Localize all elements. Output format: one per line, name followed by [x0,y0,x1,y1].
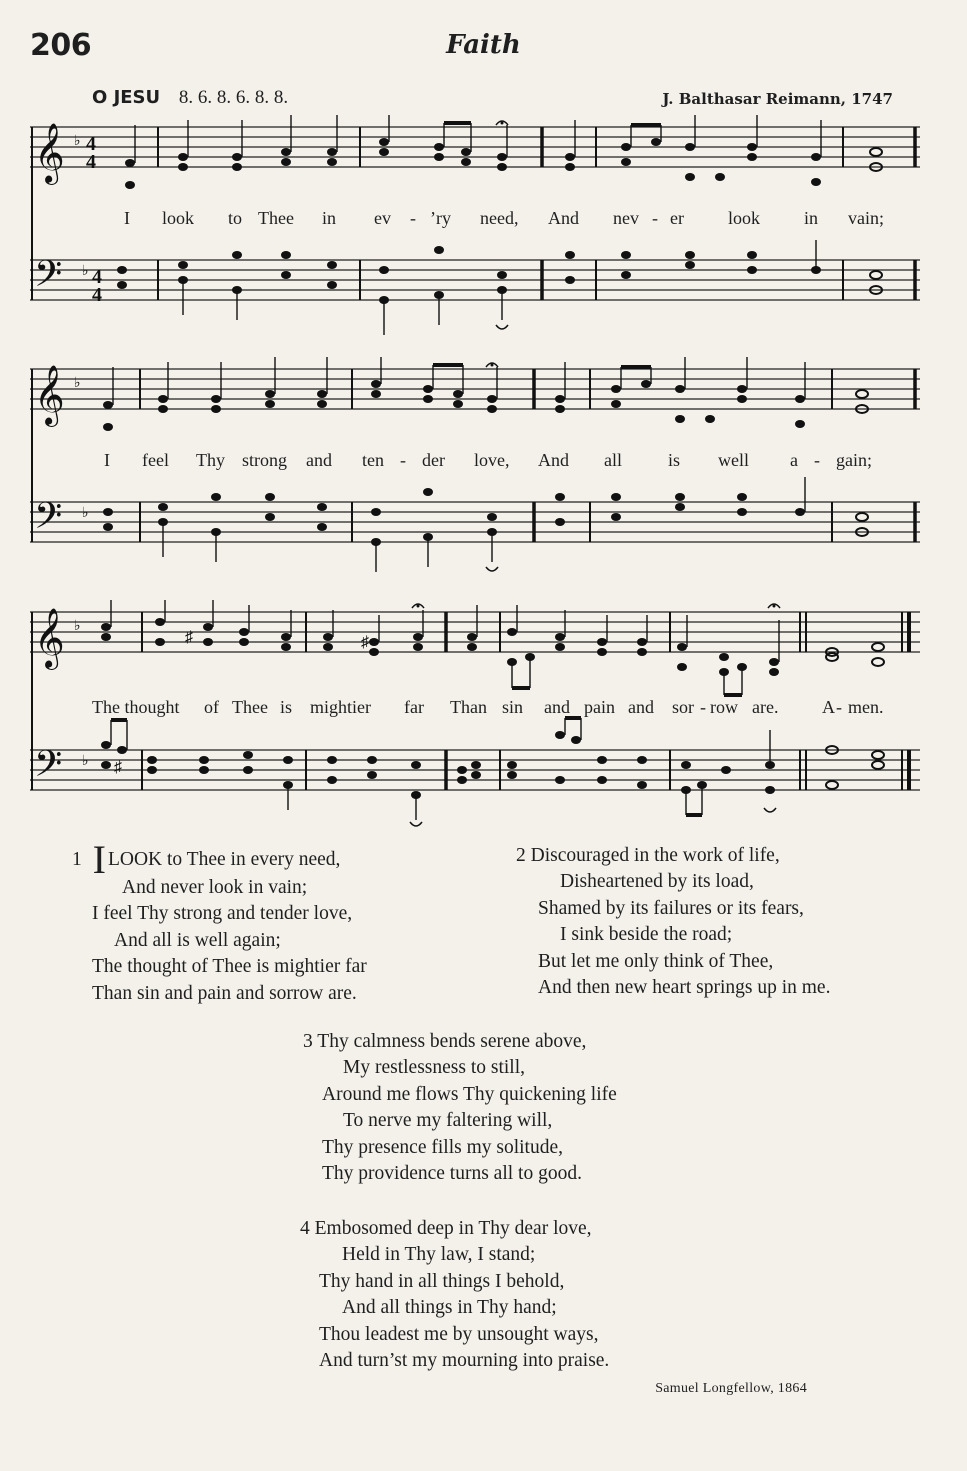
drop-cap: I [92,837,106,882]
lyric-syllable: men. [848,697,884,717]
lyric-syllable: Thee [258,208,294,228]
lyric-syllable: I [124,208,130,228]
lyric-syllable: ’ry [430,208,451,228]
lyric-syllable: look [728,208,761,228]
lyric-syllable: - [400,450,406,470]
svg-text:4: 4 [92,284,102,306]
lyric-syllable: are. [752,697,779,717]
lyric-syllable: - [836,697,842,717]
svg-text:♭: ♭ [74,376,81,391]
lyric-syllable: to [228,208,243,228]
verse-3 [303,1029,617,1187]
verse-line: And all things in Thy hand; [342,1297,557,1319]
lyric-syllable: is [280,697,293,717]
lyric-syllable: and [306,450,332,470]
lyric-syllable: pain [584,697,615,717]
verse-line: Held in Thy law, I stand; [342,1244,536,1266]
svg-text:𝄞: 𝄞 [34,365,65,425]
svg-text:♯: ♯ [114,759,122,776]
lyric-syllable: The thought [92,697,180,717]
svg-text:𝄞: 𝄞 [34,123,65,183]
lyric-syllable: And [538,450,569,470]
verse-line: My restlessness to still, [343,1057,526,1079]
lyric-syllable: - [410,208,416,228]
verse-number: 1 [72,849,82,870]
lyric-syllable: love, [474,450,510,470]
verse-2 [516,843,830,1001]
verse-line: LOOK to Thee in every need, [107,849,341,870]
lyric-syllable: I [104,450,110,470]
svg-text:𝄢: 𝄢 [34,743,63,794]
svg-text:♭: ♭ [82,506,89,521]
lyric-syllable: - [652,208,658,228]
lyrics-system-3 [30,697,920,721]
lyric-syllable: a [790,450,798,470]
lyric-syllable: gain; [836,450,872,470]
lyric-syllable: of [204,697,219,717]
verse-number: 2 [516,845,526,866]
svg-text:♯: ♯ [361,634,369,651]
composer: J. Balthasar Reimann, 1747 [662,90,893,108]
lyric-syllable: in [804,208,819,228]
verse-line: Disheartened by its load, [560,871,754,893]
meter: 8. 6. 8. 6. 8. 8. [178,87,289,108]
svg-text:♯: ♯ [185,629,193,646]
lyric-syllable: in [322,208,337,228]
verse-number: 4 [300,1218,310,1239]
lyric-syllable: er [670,208,684,228]
lyric-syllable: nev [613,208,639,228]
verse-line: I feel Thy strong and tender love, [92,903,353,925]
lyric-syllable: A [822,697,835,717]
verse-line: But let me only think of Thee, [538,950,774,972]
tune-name: O JESU [92,87,161,108]
verse-line: Around me flows Thy quickening life [322,1083,617,1105]
hymn-number: 206 [30,28,92,63]
lyric-syllable: mightier [310,697,371,717]
lyric-syllable: Thee [232,697,268,717]
lyric-syllable: Thy [196,450,225,470]
lyric-syllable: ten [362,450,384,470]
lyric-syllable: all [604,450,622,470]
verse-line: To nerve my faltering will, [343,1110,553,1132]
lyric-syllable: and [544,697,570,717]
section-title: Faith [446,30,521,60]
verse-line: Thy providence turns all to good. [322,1163,582,1185]
lyric-syllable: sor [672,697,694,717]
verse-line: Embosomed deep in Thy dear love, [314,1218,592,1239]
lyric-syllable: strong [242,450,287,470]
verse-line: And turn’st my mourning into praise. [319,1350,610,1372]
svg-text:♭: ♭ [82,264,89,279]
lyric-syllable: Than [450,697,487,717]
lyric-syllable: And [548,208,579,228]
verse-1 [72,837,367,1007]
svg-text:𝄞: 𝄞 [34,608,65,668]
lyric-syllable: row [710,697,738,717]
verse-line: I sink beside the road; [560,924,733,946]
lyric-syllable: far [404,697,424,717]
verse-line: Thou leadest me by unsought ways, [319,1323,599,1345]
svg-text:4: 4 [92,266,102,288]
tune-info [92,87,288,109]
lyric-syllable: well [718,450,749,470]
text-author: Samuel Longfellow, 1864 [655,1381,807,1396]
svg-text:𝄢: 𝄢 [34,253,63,304]
verse-line: Thy presence fills my solitude, [322,1136,563,1158]
lyric-syllable: - [814,450,820,470]
verse-line: And never look in vain; [122,877,308,898]
verse-line: Than sin and pain and sorrow are. [92,982,357,1004]
lyric-syllable: is [668,450,681,470]
lyric-syllable: der [422,450,445,470]
verse-line: Shamed by its failures or its fears, [538,897,804,919]
lyric-syllable: look [162,208,195,228]
svg-text:♭: ♭ [74,619,81,634]
lyric-syllable: need, [480,208,519,228]
lyric-syllable: feel [142,450,169,470]
svg-text:𝄢: 𝄢 [34,495,63,546]
lyric-syllable: vain; [848,208,884,228]
verse-number: 3 [303,1031,313,1052]
verse-line: Thy calmness bends serene above, [317,1031,587,1052]
lyric-syllable: ev [374,208,391,228]
lyrics-system-2 [30,450,920,474]
svg-text:♭: ♭ [74,134,81,149]
svg-text:♭: ♭ [82,754,89,769]
verse-line: The thought of Thee is mightier far [92,956,367,978]
svg-text:4: 4 [86,133,96,155]
verse-4 [300,1216,609,1374]
verse-line: Thy hand in all things I behold, [319,1270,565,1292]
verse-line: And all is well again; [114,929,281,951]
svg-text:4: 4 [86,151,96,173]
lyric-syllable: and [628,697,654,717]
verse-line: Discouraged in the work of life, [530,845,780,866]
verse-line: And then new heart springs up in me. [538,977,831,999]
lyric-syllable: sin [502,697,524,717]
lyric-syllable: - [700,697,706,717]
lyrics-system-1 [30,208,920,232]
